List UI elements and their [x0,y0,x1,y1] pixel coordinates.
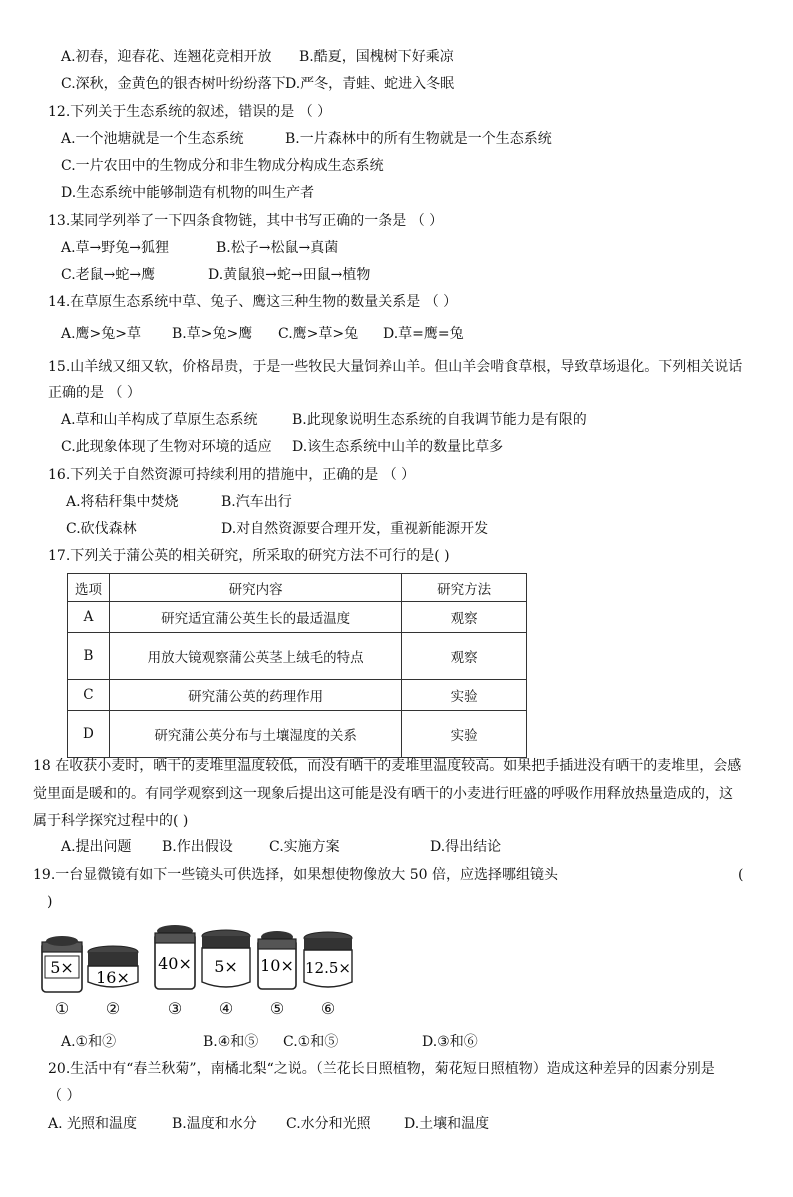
table-row [68,602,527,633]
q18-stem-line2: 觉里面是暖和的。有同学观察到这一现象后提出这可能是没有晒干的小麦进行旺盛的呼吸作用释放热量造成的，这 [33,786,733,802]
q20-option-b: B.温度和水分 [172,1116,257,1132]
q11-option-b: B.酷夏，国槐树下好乘凉 [299,49,454,65]
table-cell-option: D [68,711,110,758]
objective-lens-icon [200,928,252,992]
q13-option-c: C.老鼠→蛇→鹰 [61,267,156,283]
q19-paren-open: ( [738,867,744,883]
q16-stem: 16.下列关于自然资源可持续利用的措施中，正确的是 （ ） [48,467,416,483]
eyepiece-lens-icon [40,934,84,996]
q15-stem-line1: 15.山羊绒又细又软，价格昂贵，于是一些牧民大量饲养山羊。但山羊会啃食草根，导致草场退化。下列相关说话 [48,359,743,375]
lens-label: 12.5× [305,959,351,977]
table-row [68,711,527,758]
q12-option-a: A.一个池塘就是一个生态系统 [61,131,244,147]
q11-option-d: D.严冬，青蛙、蛇进入冬眠 [285,76,455,92]
q20-stem-line1: 20.生活中有“春兰秋菊”，南橘北梨“之说。（兰花长日照植物，菊花短日照植物）造成这种差异的因素分别是 [48,1061,715,1077]
table-cell-content: 研究蒲公英分布与土壤湿度的关系 [109,711,401,758]
q20-option-d: D.土壤和温度 [404,1116,490,1132]
table-cell-content: 研究蒲公英的药理作用 [109,680,401,711]
lens-number: ③ [167,999,183,1018]
q15-option-a: A.草和山羊构成了草原生态系统 [61,412,258,428]
eyepiece-lens-icon [152,924,198,992]
q15-stem-line2: 正确的是 （ ） [48,385,141,401]
q18-stem-line1: 18 在收获小麦时，晒干的麦堆里温度较低，而没有晒干的麦堆里温度较高。如果把手插进没有晒干的麦堆里，会感 [33,758,742,774]
q20-option-c: C.水分和光照 [286,1116,371,1132]
lens-number: ⑤ [269,999,285,1018]
table-row [68,633,527,680]
q15-option-d: D.该生态系统中山羊的数量比草多 [292,439,504,455]
q14-stem: 14.在草原生态系统中草、兔子、鹰这三种生物的数量关系是 （ ） [48,294,458,310]
q15-option-b: B.此现象说明生态系统的自我调节能力是有限的 [292,412,587,428]
table-cell-method: 观察 [402,602,527,633]
objective-lens-icon [302,930,354,992]
q11-option-a: A.初春，迎春花、连翘花竞相开放 [61,49,272,65]
lens-number: ② [105,999,121,1018]
q12-option-c: C.一片农田中的生物成分和非生物成分构成生态系统 [61,158,384,174]
q20-stem-line2: （ ） [48,1088,81,1104]
q19-option-b: B.④和⑤ [203,1034,259,1050]
eyepiece-lens-icon [256,930,298,992]
q11-option-c: C.深秋，金黄色的银杏树叶纷纷落下 [61,76,286,92]
q18-option-b: B.作出假设 [162,839,233,855]
q16-option-b: B.汽车出行 [221,494,292,510]
q16-option-a: A.将秸秆集中焚烧 [66,494,179,510]
lens-label: 10× [260,956,294,975]
table-cell-option: C [68,680,110,711]
q14-option-d: D.草=鹰=兔 [383,326,464,342]
q14-option-c: C.鹰>草>兔 [278,326,359,342]
q20-option-a: A. 光照和温度 [48,1116,138,1132]
q16-option-c: C.砍伐森林 [66,521,137,537]
lens-number: ① [54,999,70,1018]
lens-label: 5× [214,957,238,976]
table-header-row [68,574,527,602]
objective-lens-icon [86,944,140,992]
lens-number: ⑥ [320,999,336,1018]
q15-option-c: C.此现象体现了生物对环境的适应 [61,439,272,455]
q12-stem: 12.下列关于生态系统的叙述，错误的是 （ ） [48,104,332,120]
q13-option-b: B.松子→松鼠→真菌 [216,240,339,256]
q19-option-c: C.①和⑤ [283,1034,339,1050]
table-cell-method: 实验 [402,711,527,758]
table-cell-method: 实验 [402,680,527,711]
q18-option-c: C.实施方案 [269,839,340,855]
q12-option-b: B.一片森林中的所有生物就是一个生态系统 [285,131,552,147]
table-header-cell: 研究内容 [109,574,401,602]
q16-option-d: D.对自然资源要合理开发，重视新能源开发 [221,521,489,537]
q17-stem: 17.下列关于蒲公英的相关研究，所采取的研究方法不可行的是( ) [48,548,450,564]
q19-option-d: D.③和⑥ [422,1034,478,1050]
lens-label: 5× [50,958,74,977]
q14-option-b: B.草>兔>鹰 [172,326,253,342]
q13-stem: 13.某同学列举了一下四条食物链，其中书写正确的一条是 （ ） [48,213,444,229]
table-header-cell: 选项 [68,574,110,602]
lens-label: 40× [158,954,192,973]
q19-option-a: A.①和② [61,1034,117,1050]
lens-label: 16× [96,968,130,987]
table-row [68,680,527,711]
table-cell-option: A [68,602,110,633]
q13-option-d: D.黄鼠狼→蛇→田鼠→植物 [208,267,371,283]
table-cell-content: 用放大镜观察蒲公英茎上绒毛的特点 [109,633,401,680]
lens-number: ④ [218,999,234,1018]
q19-stem: 19.一台显微镜有如下一些镜头可供选择，如果想使物像放大 50 倍，应选择哪组镜头 [33,867,558,883]
q18-stem-line3: 属于科学探究过程中的( ) [33,813,189,829]
q18-option-a: A.提出问题 [61,839,132,855]
q13-option-a: A.草→野兔→狐狸 [61,240,170,256]
table-cell-option: B [68,633,110,680]
q18-option-d: D.得出结论 [430,839,502,855]
table-cell-method: 观察 [402,633,527,680]
q19-paren-close: ) [47,894,53,910]
q12-option-d: D.生态系统中能够制造有机物的叫生产者 [61,185,315,201]
q17-table [67,573,527,758]
q14-option-a: A.鹰>兔>草 [61,326,142,342]
table-cell-content: 研究适宜蒲公英生长的最适温度 [109,602,401,633]
table-header-cell: 研究方法 [402,574,527,602]
